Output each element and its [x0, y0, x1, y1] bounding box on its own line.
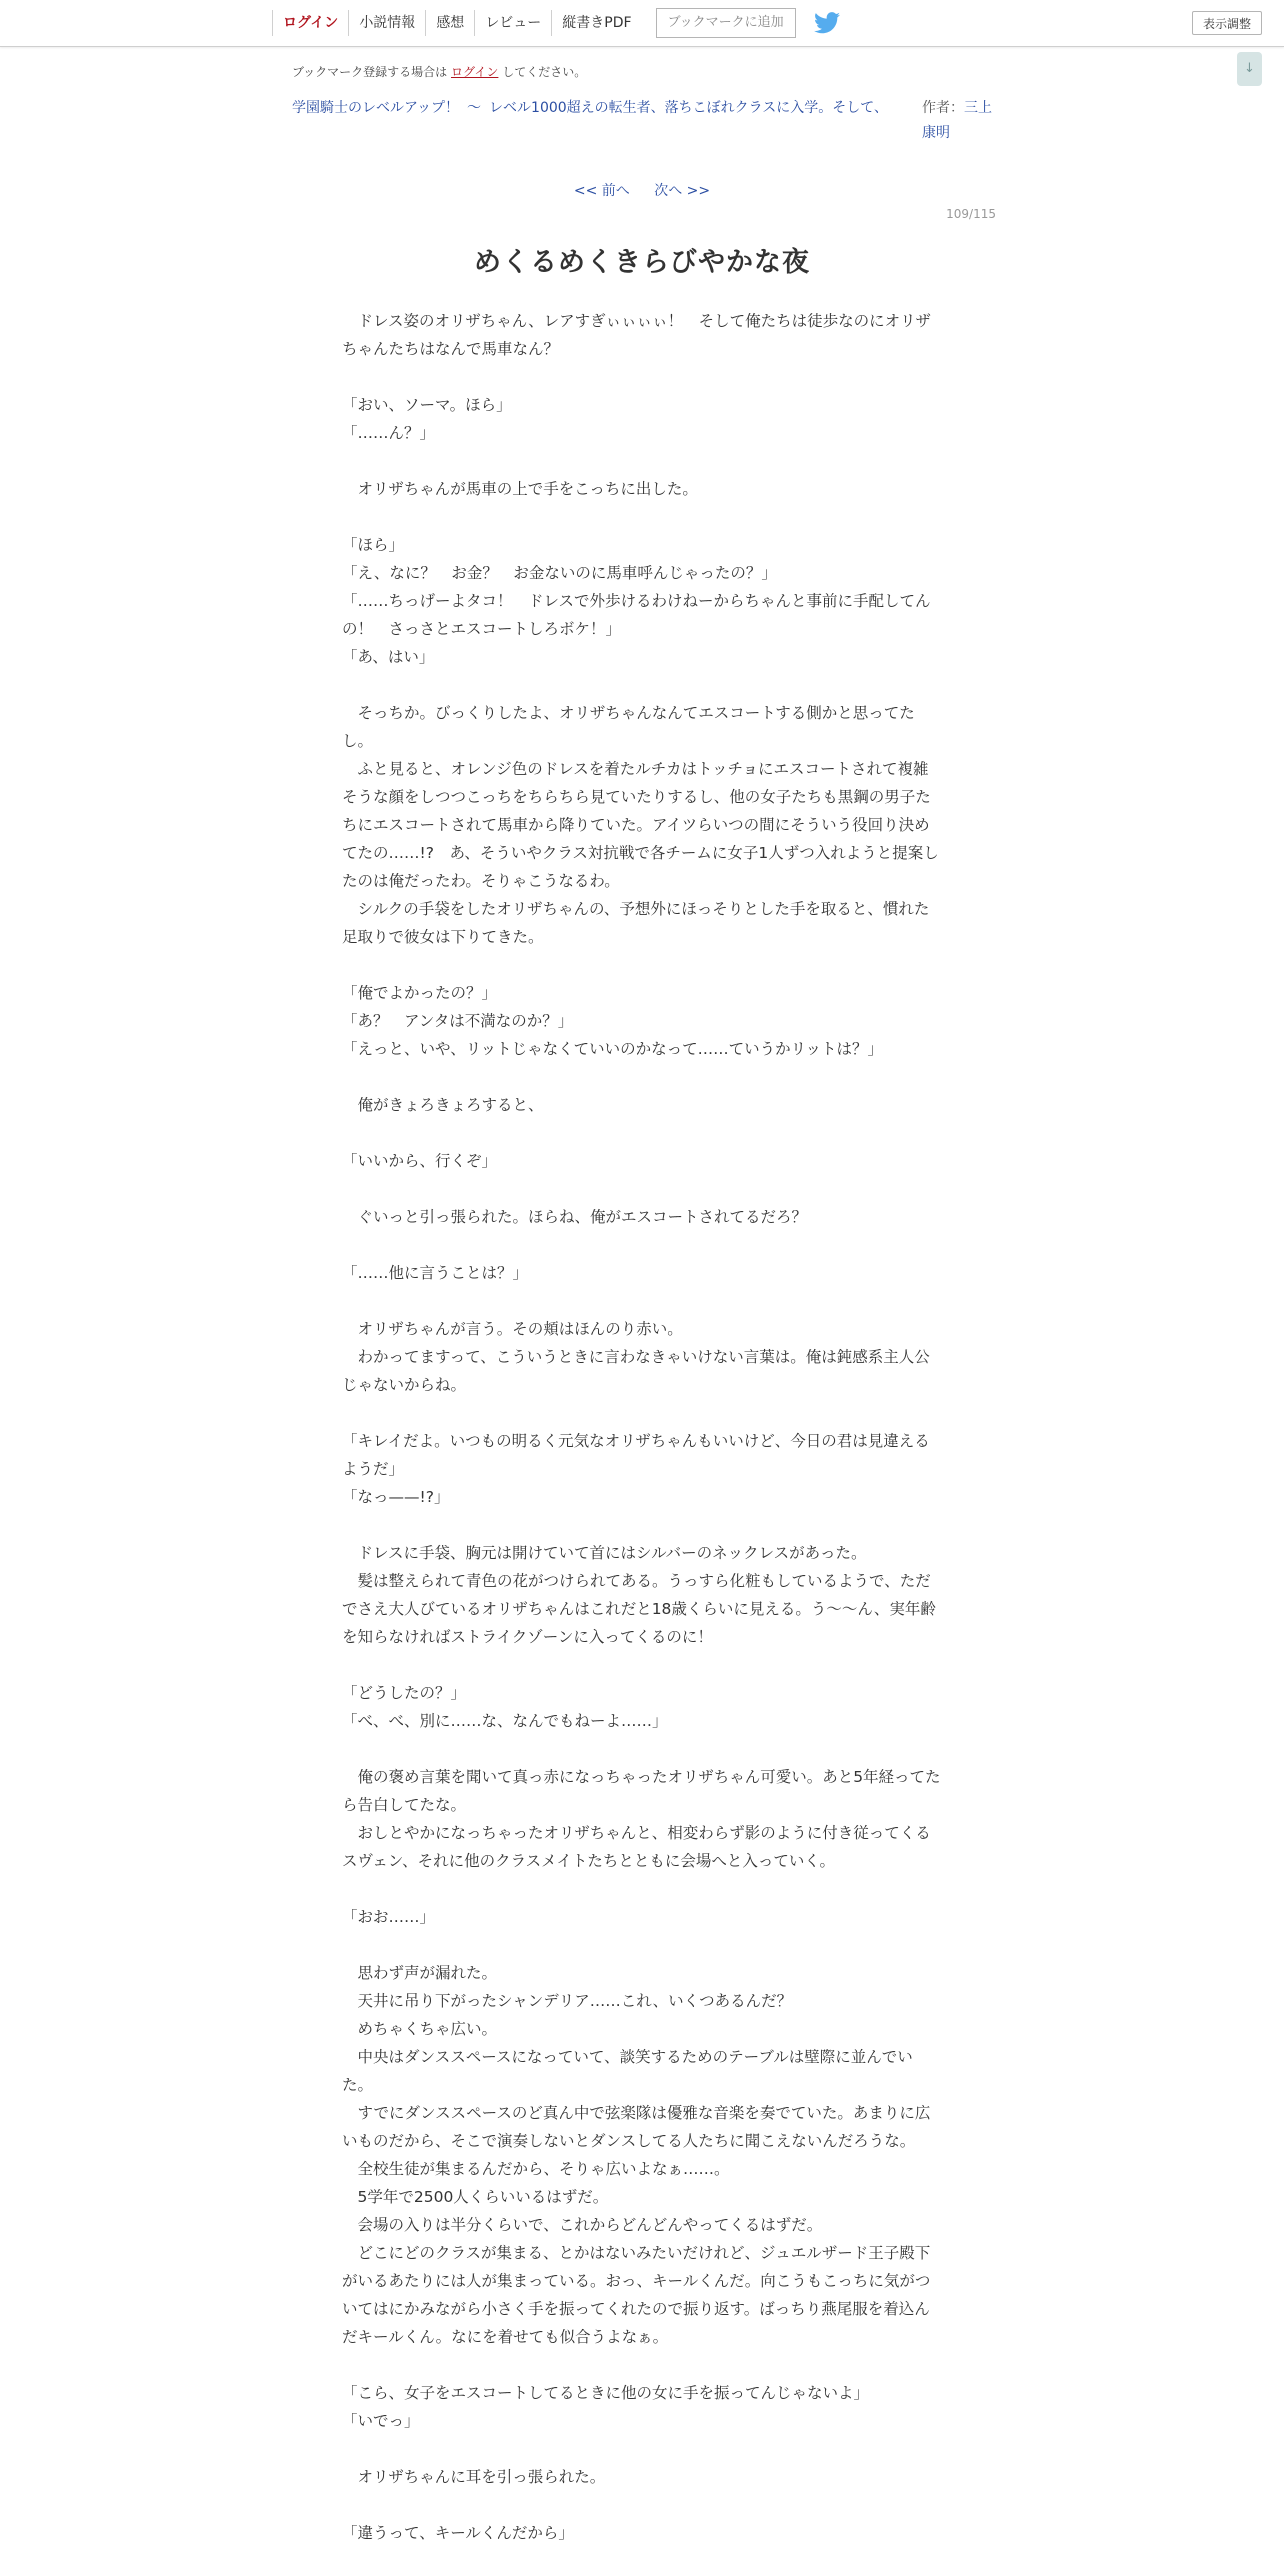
body-paragraph: 天井に吊り下がったシャンデリア……これ、いくつあるんだ？ — [342, 1992, 793, 2010]
body-paragraph: 「俺でよかったの？」 — [342, 984, 498, 1002]
body-paragraph: 「えっと、いや、リットじゃなくていいのかなって……ていうかリットは？」 — [342, 1040, 883, 1058]
body-paragraph: 「ほら」 — [342, 536, 405, 554]
body-paragraph — [342, 1735, 942, 1763]
body-paragraph — [342, 363, 942, 391]
novel-body — [342, 307, 942, 2547]
body-paragraph: 「キレイだよ。いつもの明るく元気なオリザちゃんもいいけど、今日の君は見違えるようだ」 — [342, 1432, 930, 1478]
body-paragraph: 髪は整えられて青色の花がつけられてある。うっすら化粧もしているようで、ただでさえ大人びているオリザちゃんはこれだと18歳くらいに見える。う〜〜ん、実年齢を知らなければストライクゾーンに入ってくるのに！ — [342, 1572, 936, 1646]
body-paragraph — [342, 1511, 942, 1539]
nav-login[interactable]: ログイン — [272, 10, 348, 36]
body-paragraph: 「違うって、キールくんだから」 — [342, 2524, 574, 2542]
body-paragraph — [342, 1119, 942, 1147]
chapter-title: めくるめくきらびやかな夜 — [474, 247, 810, 278]
body-paragraph: 全校生徒が集まるんだから、そりゃ広いよなぁ……。 — [342, 2160, 730, 2178]
body-paragraph — [342, 2491, 942, 2519]
bookmark-notice-login-link[interactable]: ログイン — [451, 65, 499, 79]
body-paragraph: 「どうしたの？」 — [342, 1684, 467, 1702]
body-paragraph: 「……他に言うことは？」 — [342, 1264, 529, 1282]
body-paragraph: おしとやかになっちゃったオリザちゃんと、相変わらず影のように付き従ってくるスヴェン、それに他のクラスメイトたちとともに会場へと入っていく。 — [342, 1824, 931, 1870]
body-paragraph: どこにどのクラスが集まる、とかはないみたいだけれど、ジュエルザード王子殿下がいるあたりには人が集まっている。おっ、キールくんだ。向こうもこっちに気がついてはにかみながら小さく手を振ってくれたので振り返す。ばっちり燕尾服を着込んだキールくん。なにを着せても似合うよなぁ。 — [342, 2244, 931, 2346]
body-paragraph: 「いいから、行くぞ」 — [342, 1152, 498, 1170]
body-paragraph: 「え、なに？ お金？ お金ないのに馬車呼んじゃったの？」 — [342, 564, 777, 582]
bookmark-notice — [292, 63, 586, 80]
body-paragraph — [342, 447, 942, 475]
series-title-part1: 学園騎士のレベルアップ！ — [292, 100, 460, 116]
body-paragraph: 「いでっ」 — [342, 2412, 420, 2430]
prev-chapter-link[interactable]: << 前へ — [573, 183, 630, 199]
scroll-down-tab[interactable]: ↓ — [1237, 52, 1262, 86]
body-paragraph — [342, 1175, 942, 1203]
top-header — [0, 0, 1284, 47]
body-paragraph — [342, 1651, 942, 1679]
nav-vertical-pdf[interactable]: 縦書きPDF — [551, 10, 641, 36]
body-paragraph: 「こら、女子をエスコートしてるときに他の女に手を振ってんじゃないよ」 — [342, 2384, 870, 2402]
body-paragraph — [342, 1287, 942, 1315]
body-paragraph — [342, 671, 942, 699]
display-settings-button[interactable]: 表示調整 — [1192, 11, 1262, 35]
author-name-link[interactable]: 三上康明 — [922, 100, 992, 141]
body-paragraph — [342, 951, 942, 979]
body-paragraph: ぐいっと引っ張られた。ほらね、俺がエスコートされてるだろ？ — [342, 1208, 808, 1226]
body-paragraph: 5学年で2500人くらいいるはずだ。 — [342, 2188, 609, 2206]
twitter-bird-icon[interactable] — [814, 12, 840, 34]
body-paragraph: 思わず声が漏れた。 — [342, 1964, 498, 1982]
body-paragraph — [342, 1399, 942, 1427]
body-paragraph — [342, 1931, 942, 1959]
body-paragraph: 「……ちっげーよタコ！ ドレスで外歩けるわけねーからちゃんと事前に手配してんの！ さっさとエスコートしろボケ！」 — [342, 592, 931, 638]
body-paragraph: 「おい、ソーマ。ほら」 — [342, 396, 512, 414]
body-paragraph: 中央はダンススペースになっていて、談笑するためのテーブルは壁際に並んでいた。 — [342, 2048, 913, 2094]
body-paragraph — [342, 2435, 942, 2463]
page-count: 109/115 — [946, 207, 996, 221]
body-paragraph: 会場の入りは半分くらいで、これからどんどんやってくるはずだ。 — [342, 2216, 823, 2234]
nav-impressions[interactable]: 感想 — [425, 10, 474, 36]
body-paragraph: 「……ん？」 — [342, 424, 436, 442]
add-bookmark-button[interactable]: ブックマークに追加 — [656, 8, 796, 38]
nav-novel-info[interactable]: 小説情報 — [348, 10, 425, 36]
body-paragraph: すでにダンススペースのど真ん中で弦楽隊は優雅な音楽を奏でていた。あまりに広いものだから、そこで演奏しないとダンスしてる人たちに聞こえないんだろうな。 — [342, 2104, 931, 2150]
next-chapter-link[interactable]: 次へ >> — [654, 183, 711, 199]
body-paragraph — [342, 2351, 942, 2379]
body-paragraph — [342, 503, 942, 531]
series-title-dash: 〜 — [467, 100, 482, 116]
body-paragraph: シルクの手袋をしたオリザちゃんの、予想外にほっそりとした手を取ると、慣れた足取りで彼女は下りてきた。 — [342, 900, 930, 946]
body-paragraph: 「おお……」 — [342, 1908, 436, 1926]
chapter-pager — [0, 180, 1284, 200]
nav-review[interactable]: レビュー — [474, 10, 551, 36]
body-paragraph: ふと見ると、オレンジ色のドレスを着たルチカはトッチョにエスコートされて複雑そうな顔をしつつこっちをちらちら見ていたりするし、他の女子たちも黒鋼の男子たちにエスコートされて馬車から降りていた。アイツらいつの間にそういう役回り決めてたの……!? あ、そういやクラス対抗戦で各チームに女子1人ずつ入れようと提案したのは俺だったわ。そりゃこうなるわ。 — [342, 760, 939, 890]
body-paragraph: そっちか。びっくりしたよ、オリザちゃんなんてエスコートする側かと思ってたし。 — [342, 704, 915, 750]
top-nav — [272, 0, 840, 46]
body-paragraph: 「べ、べ、別に……な、なんでもねーよ……」 — [342, 1712, 668, 1730]
body-paragraph: オリザちゃんが馬車の上で手をこっちに出した。 — [342, 480, 698, 498]
author-label: 作者： — [922, 100, 964, 116]
bookmark-notice-after: してください。 — [502, 65, 587, 79]
body-paragraph — [342, 1875, 942, 1903]
body-paragraph: 俺の褒め言葉を聞いて真っ赤になっちゃったオリザちゃん可愛い。あと5年経ってたら告白してたな。 — [342, 1768, 941, 1814]
body-paragraph: ドレス姿のオリザちゃん、レアすぎぃぃぃぃ！ そして俺たちは徒歩なのにオリザちゃんたちはなんで馬車なん？ — [342, 312, 931, 358]
body-paragraph: 「あ、はい」 — [342, 648, 435, 666]
body-paragraph — [342, 1063, 942, 1091]
body-paragraph — [342, 1231, 942, 1259]
body-paragraph: めちゃくちゃ広い。 — [342, 2020, 498, 2038]
body-paragraph: オリザちゃんに耳を引っ張られた。 — [342, 2468, 606, 2486]
body-paragraph: わかってますって、こういうときに言わなきゃいけない言葉は。俺は鈍感系主人公じゃないからね。 — [342, 1348, 930, 1394]
series-title-part2: レベル1000超えの転生者、落ちこぼれクラスに入学。そして、 — [489, 100, 888, 116]
body-paragraph: 俺がきょろきょろすると、 — [342, 1096, 544, 1114]
author-info — [922, 96, 998, 146]
body-paragraph: 「あ？ アンタは不満なのか？」 — [342, 1012, 574, 1030]
body-paragraph: 「なっ——!?」 — [342, 1488, 450, 1506]
body-paragraph: ドレスに手袋、胸元は開けていて首にはシルバーのネックレスがあった。 — [342, 1544, 867, 1562]
body-paragraph: オリザちゃんが言う。その頬はほんのり赤い。 — [342, 1320, 683, 1338]
series-title-link[interactable] — [292, 96, 912, 121]
bookmark-notice-before: ブックマーク登録する場合は — [292, 65, 448, 79]
